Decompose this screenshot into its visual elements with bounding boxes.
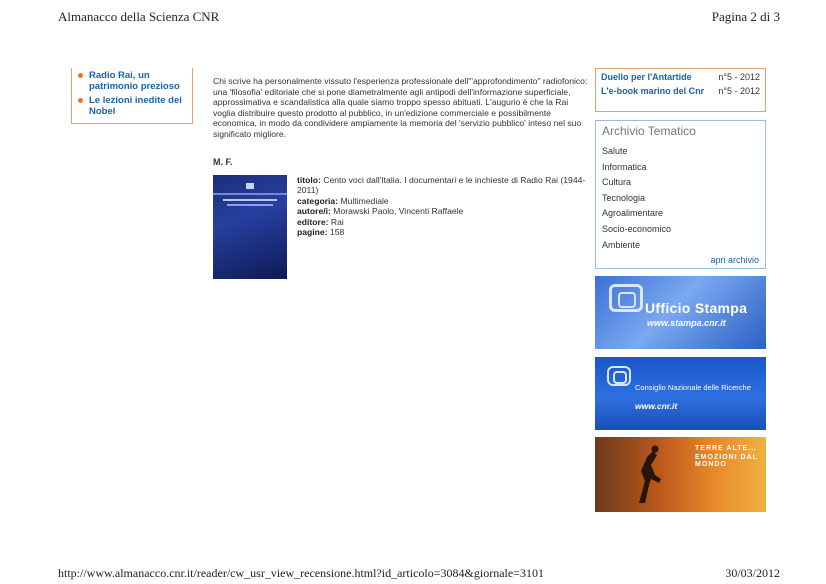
archive-item-ambiente[interactable]: Ambiente <box>602 239 641 250</box>
thematic-archive-box <box>595 120 766 269</box>
related-articles-box <box>71 68 193 124</box>
archive-item-informatica[interactable]: Informatica <box>602 161 647 172</box>
page-number: Pagina 2 di 3 <box>711 9 780 24</box>
page-header-title: Almanacco della Scienza CNR <box>58 9 220 24</box>
book-title: Cento voci dall'Italia. I documentari e le inchieste di Radio Rai (1944-2011) <box>297 175 586 196</box>
cnr-banner[interactable] <box>595 357 766 430</box>
book-pages: 158 <box>329 227 345 238</box>
print-date: 30/03/2012 <box>725 566 780 580</box>
categoria-label: categoria: <box>297 195 339 206</box>
article-author: M. F. <box>213 157 233 167</box>
banner-line1: TERRE ALTE... <box>695 445 757 452</box>
book-authors: Morawski Paolo, Vincenti Raffaele <box>333 206 464 217</box>
related-link[interactable]: Radio Rai, un patrimonio prezioso <box>76 70 188 92</box>
archive-title: Archivio Tematico <box>602 124 696 138</box>
archive-item-tecnologia[interactable]: Tecnologia <box>602 192 646 203</box>
titolo-label: titolo: <box>297 175 321 185</box>
article-body <box>213 76 588 140</box>
issue-title-link[interactable]: Duello per l'Antartide <box>601 72 692 82</box>
banner-title: Consiglio Nazionale delle Ricerche <box>635 383 751 392</box>
archive-item-salute[interactable]: Salute <box>602 146 628 156</box>
archive-item-cultura[interactable]: Cultura <box>602 177 632 188</box>
latest-issues-box <box>595 68 766 112</box>
ufficio-stampa-banner[interactable] <box>595 276 766 349</box>
related-link[interactable]: Le lezioni inedite dei Nobel <box>76 95 188 117</box>
issue-item[interactable] <box>601 86 760 97</box>
open-archive-link[interactable]: apri archivio <box>710 255 759 265</box>
book-publisher: Rai <box>330 216 344 227</box>
editore-label: editore: <box>297 216 329 227</box>
book-cover-image <box>213 175 287 279</box>
banner-line2: EMOZIONI DAL MONDO <box>695 454 758 468</box>
issue-number: n°5 - 2012 <box>718 85 760 96</box>
issue-title-link[interactable]: L'e-book marino del Cnr <box>601 85 705 96</box>
terre-alte-banner[interactable] <box>595 437 766 512</box>
archive-item-agroalimentare[interactable]: Agroalimentare <box>602 208 664 219</box>
banner-url: www.cnr.it <box>635 401 678 411</box>
rai-logo-icon <box>246 183 254 189</box>
bullet-icon <box>78 98 83 103</box>
cnr-logo-icon <box>609 284 643 312</box>
issue-number: n°5 - 2012 <box>718 72 760 82</box>
climber-icon <box>631 445 665 503</box>
book-category: Multimediale <box>340 195 389 206</box>
article-paragraph: Chi scrive ha personalmente vissuto l'esperienza professionale dell'"approfondimento" radiofonico: una 'filosofia' editoriale che si pone diametralmente agli antipodi dell'informazione superficiale, approssimativa e scandalistica alla quale siamo troppo spesso abituati. L'augurio è che la Rai voglia distribuire questo prodotto al pubblico, in un'edizione commerciale e possibilmente economica, in modo da condividere ampiamente la memoria del 'servizio pubblico' inteso nel suo significato migliore. <box>213 76 588 139</box>
pagine-label: pagine: <box>297 227 328 238</box>
autori-label: autore/i: <box>297 206 331 217</box>
banner-url: www.stampa.cnr.it <box>647 318 726 328</box>
bullet-icon <box>78 73 83 78</box>
cnr-logo-icon <box>607 366 631 386</box>
issue-item[interactable] <box>601 72 760 83</box>
page-url: http://www.almanacco.cnr.it/reader/cw_usr_view_recensione.html?id_articolo=3084&giornale=3101 <box>58 566 544 580</box>
archive-item-socio-economico[interactable]: Socio-economico <box>602 223 672 234</box>
book-details <box>297 175 587 237</box>
banner-title: Ufficio Stampa <box>645 300 748 316</box>
